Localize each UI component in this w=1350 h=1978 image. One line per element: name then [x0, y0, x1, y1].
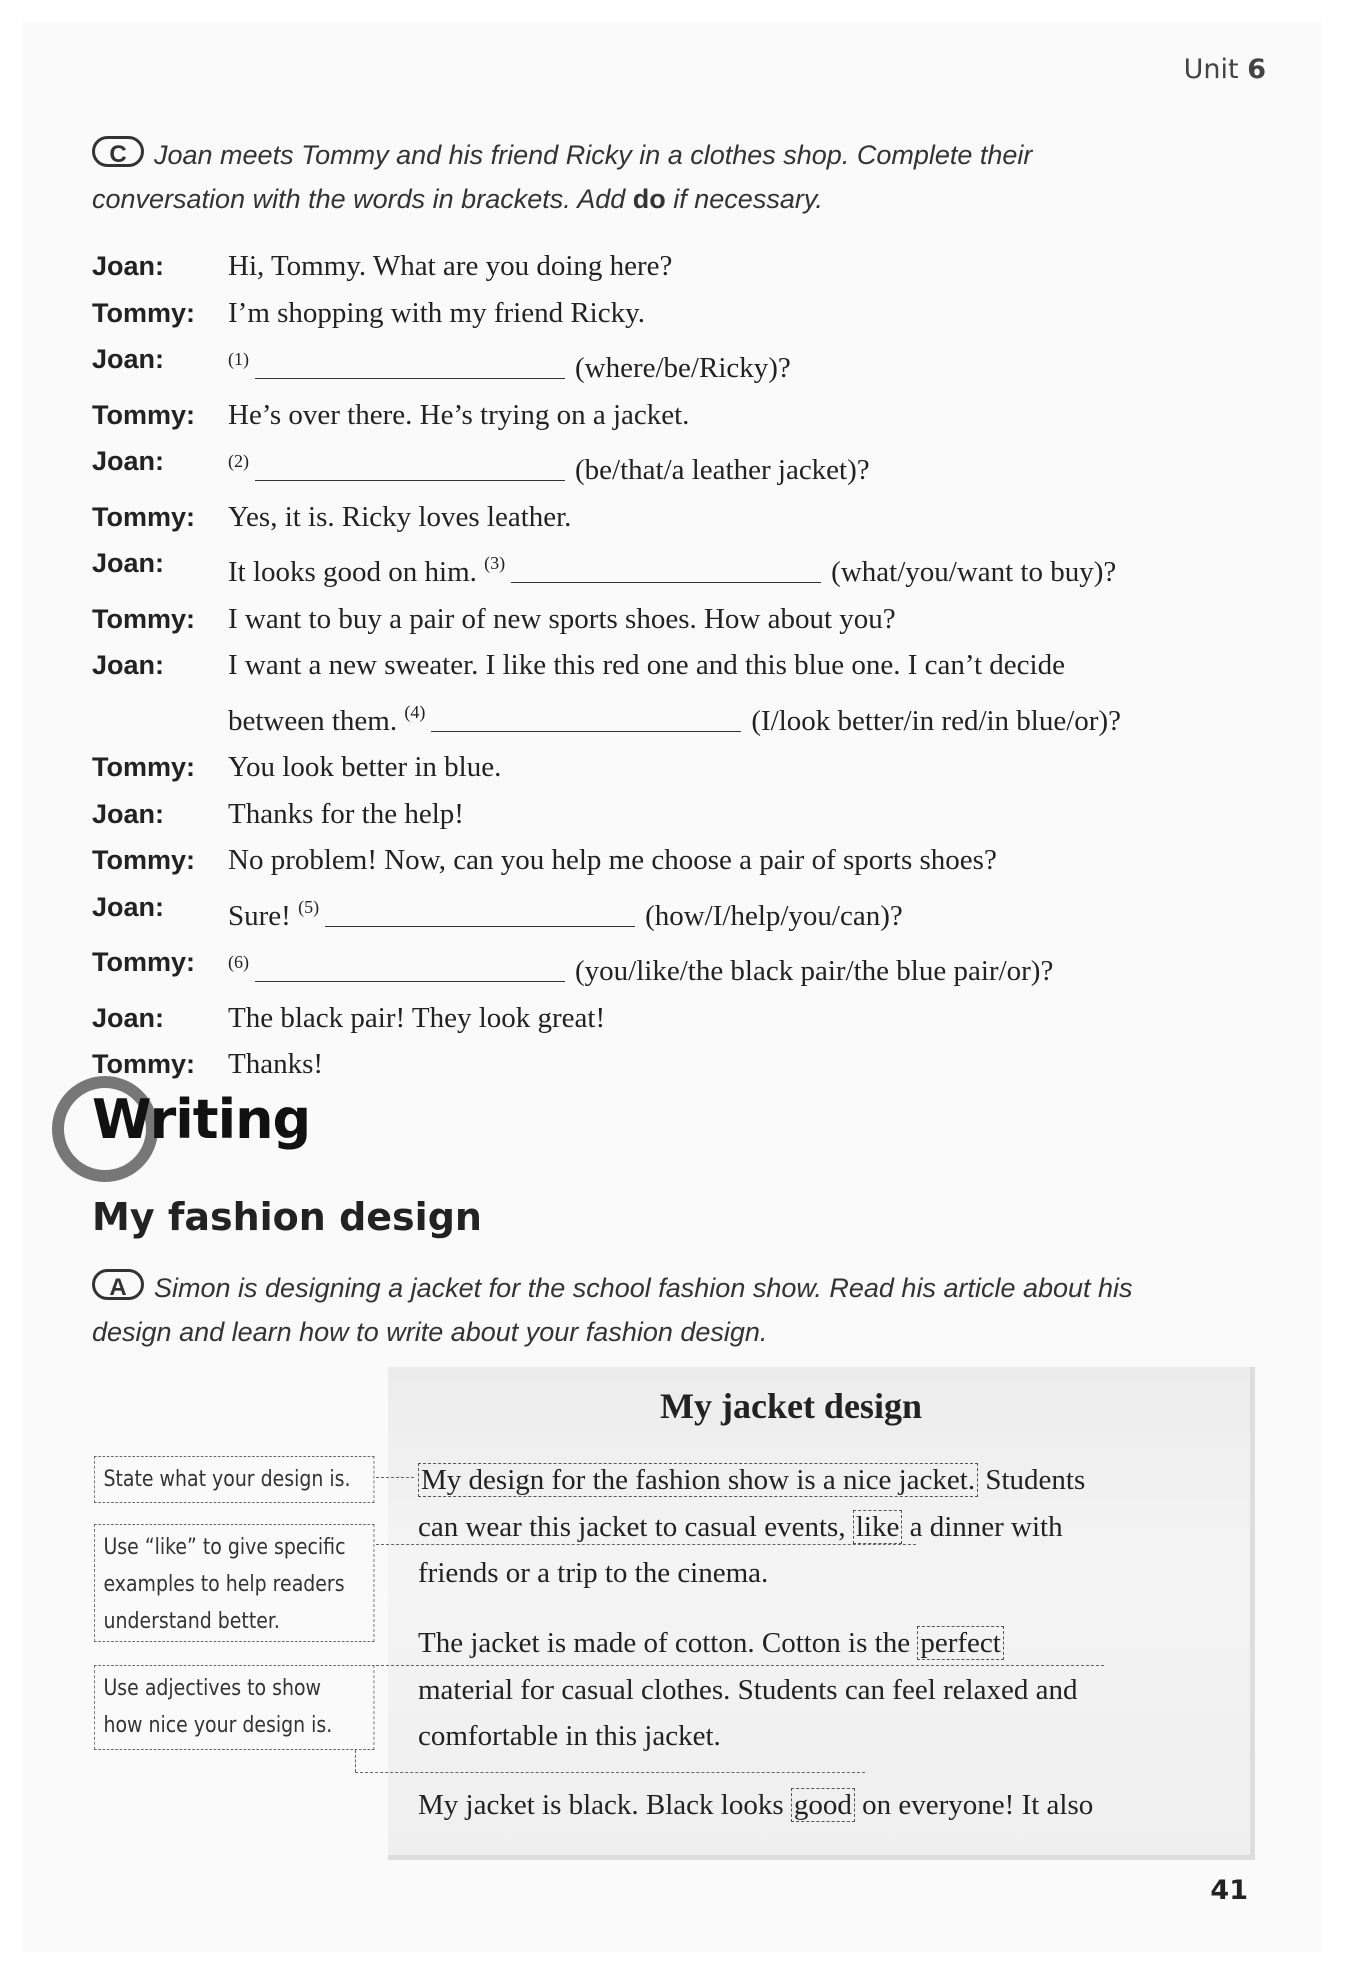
- answer-blank[interactable]: [255, 953, 565, 982]
- speaker-name: Joan:: [92, 891, 165, 922]
- page-number: 41: [1210, 1875, 1248, 1906]
- dialogue-text: I want to buy a pair of new sports shoes. How about you?: [228, 602, 896, 635]
- dialogue-text: Thanks for the help!: [228, 797, 464, 830]
- speaker-name: Joan:: [92, 548, 165, 578]
- speaker-name: Joan:: [92, 650, 165, 680]
- article-paragraph-2: The jacket is made of cotton. Cotton is the perfect material for casual clothes. Students can feel relaxed and comfortable in this jacket.: [418, 1627, 1078, 1752]
- dialogue-line: [92, 744, 1272, 791]
- answer-blank[interactable]: [511, 554, 821, 583]
- bracket-hint: (what/you/want to buy)?: [831, 556, 1117, 588]
- speaker-name: Joan:: [92, 1002, 165, 1033]
- speaker-name: Tommy:: [92, 297, 196, 328]
- gap-number: (5): [298, 896, 320, 917]
- gap-line: Sure! $^{(5)}$ (how/I/help/you/can)?: [228, 896, 903, 932]
- bracket-hint: (I/look better/in red/in blue/or)?: [751, 704, 1121, 737]
- speaker-name: Tommy:: [92, 947, 196, 977]
- article-paragraph-3: My jacket is black. Black looks good on everyone! It also: [418, 1789, 1094, 1821]
- dialogue-text: The black pair! They look great!: [228, 1001, 606, 1034]
- bracket-hint: (be/that/a leather jacket)?: [575, 454, 870, 486]
- speaker-name: Joan:: [92, 344, 165, 374]
- dialogue-text: Thanks!: [228, 1048, 324, 1080]
- dialogue-text: He’s over there. He’s trying on a jacket.: [228, 398, 690, 431]
- connector-4-v: [355, 1750, 356, 1772]
- answer-blank[interactable]: [431, 703, 741, 732]
- dialogue-line: [92, 290, 1272, 337]
- dialogue-line: [92, 837, 1272, 884]
- writing-heading: Writing: [52, 1076, 452, 1186]
- speaker-name: Tommy:: [92, 752, 196, 782]
- gap-line: [228, 438, 1272, 494]
- gap-line: [228, 336, 1272, 392]
- note-use-like: Use “like” to give specific examples to help readers understand better.: [94, 1524, 374, 1642]
- dialogue-text: Hi, Tommy. What are you doing here?: [228, 250, 673, 282]
- conversation: [92, 243, 1272, 1088]
- connector-2: [376, 1544, 916, 1545]
- highlight-good: good: [791, 1788, 855, 1822]
- note-state-design: State what your design is.: [94, 1456, 374, 1503]
- answer-blank[interactable]: [255, 452, 565, 481]
- answer-blank[interactable]: [255, 350, 565, 379]
- connector-4: [355, 1772, 865, 1773]
- unit-label: Unit 6: [1183, 54, 1266, 85]
- speaker-name: Joan:: [92, 251, 165, 281]
- section-subheading: My fashion design: [92, 1195, 482, 1239]
- dialogue-text: No problem! Now, can you help me choose a pair of sports shoes?: [228, 844, 997, 876]
- gap-number: (2): [228, 451, 249, 471]
- dialogue-line: [92, 336, 1272, 392]
- dialogue-line: [92, 494, 1272, 541]
- exercise-letter-a: A: [92, 1269, 144, 1300]
- dialogue-text: I want a new sweater. I like this red one and this blue one. I can’t decide: [228, 649, 1065, 681]
- gap-number: (4): [404, 701, 426, 722]
- article-title: My jacket design: [660, 1386, 922, 1426]
- dialogue-line: [92, 243, 1272, 290]
- dialogue-text: I’m shopping with my friend Ricky.: [228, 296, 645, 329]
- connector-3: [376, 1665, 1104, 1666]
- dialogue-text: You look better in blue.: [228, 751, 502, 783]
- article-paragraph-1: My design for the fashion show is a nice jacket. Students can wear this jacket to casual events, like a dinner with friends or a trip to the cinema.: [418, 1464, 1086, 1589]
- gap-line: [228, 939, 1272, 995]
- connector-1: [376, 1477, 414, 1478]
- bracket-hint: (how/I/help/you/can)?: [645, 899, 903, 932]
- dialogue-line: [92, 438, 1272, 494]
- dialogue-text: Yes, it is. Ricky loves leather.: [228, 500, 572, 533]
- exercise-a-instruction: A Simon is designing a jacket for the school fashion show. Read his article about his design and learn how to write about your fashion design.: [92, 1266, 1133, 1354]
- dialogue-line: [92, 540, 1272, 596]
- speaker-name: Tommy:: [92, 845, 196, 875]
- note-use-adjectives: Use adjectives to show how nice your design is.: [94, 1665, 374, 1750]
- dialogue-line: [92, 642, 1272, 689]
- speaker-name: Tommy:: [92, 399, 196, 430]
- speaker-name: Tommy:: [92, 501, 196, 532]
- exercise-letter-c: C: [92, 136, 144, 167]
- speaker-name: Joan:: [92, 446, 165, 476]
- gap-line: between them. $^{(4)}$ (I/look better/in red/in blue/or)?: [228, 701, 1121, 737]
- dialogue-line: [92, 791, 1272, 838]
- dialogue-line: [92, 689, 1272, 745]
- dialogue-line: [92, 939, 1272, 995]
- gap-line: It looks good on him. $^{(3)}$ (what/you/want to buy)?: [228, 553, 1117, 588]
- speaker-name: Tommy:: [92, 603, 196, 634]
- highlight-perfect: perfect: [917, 1626, 1004, 1660]
- bracket-hint: (you/like/the black pair/the blue pair/or)?: [575, 955, 1054, 987]
- gap-number: (3): [484, 553, 506, 573]
- exercise-c-instruction: C Joan meets Tommy and his friend Ricky in a clothes shop. Complete their conversation with the words in brackets. Add do if necessary.: [92, 133, 1032, 221]
- speaker-name: Joan:: [92, 798, 165, 829]
- highlight-like: like: [853, 1510, 903, 1544]
- highlight-design: My design for the fashion show is a nice jacket.: [418, 1463, 978, 1497]
- dialogue-line: [92, 596, 1272, 643]
- bracket-hint: (where/be/Ricky)?: [575, 352, 791, 384]
- gap-number: (6): [228, 952, 249, 972]
- dialogue-line: [92, 392, 1272, 439]
- gap-number: (1): [228, 349, 249, 369]
- answer-blank[interactable]: [325, 898, 635, 927]
- speaker-name: Tommy:: [92, 1049, 196, 1079]
- dialogue-line: [92, 884, 1272, 940]
- dialogue-line: [92, 995, 1272, 1042]
- speaker-name: [92, 689, 228, 745]
